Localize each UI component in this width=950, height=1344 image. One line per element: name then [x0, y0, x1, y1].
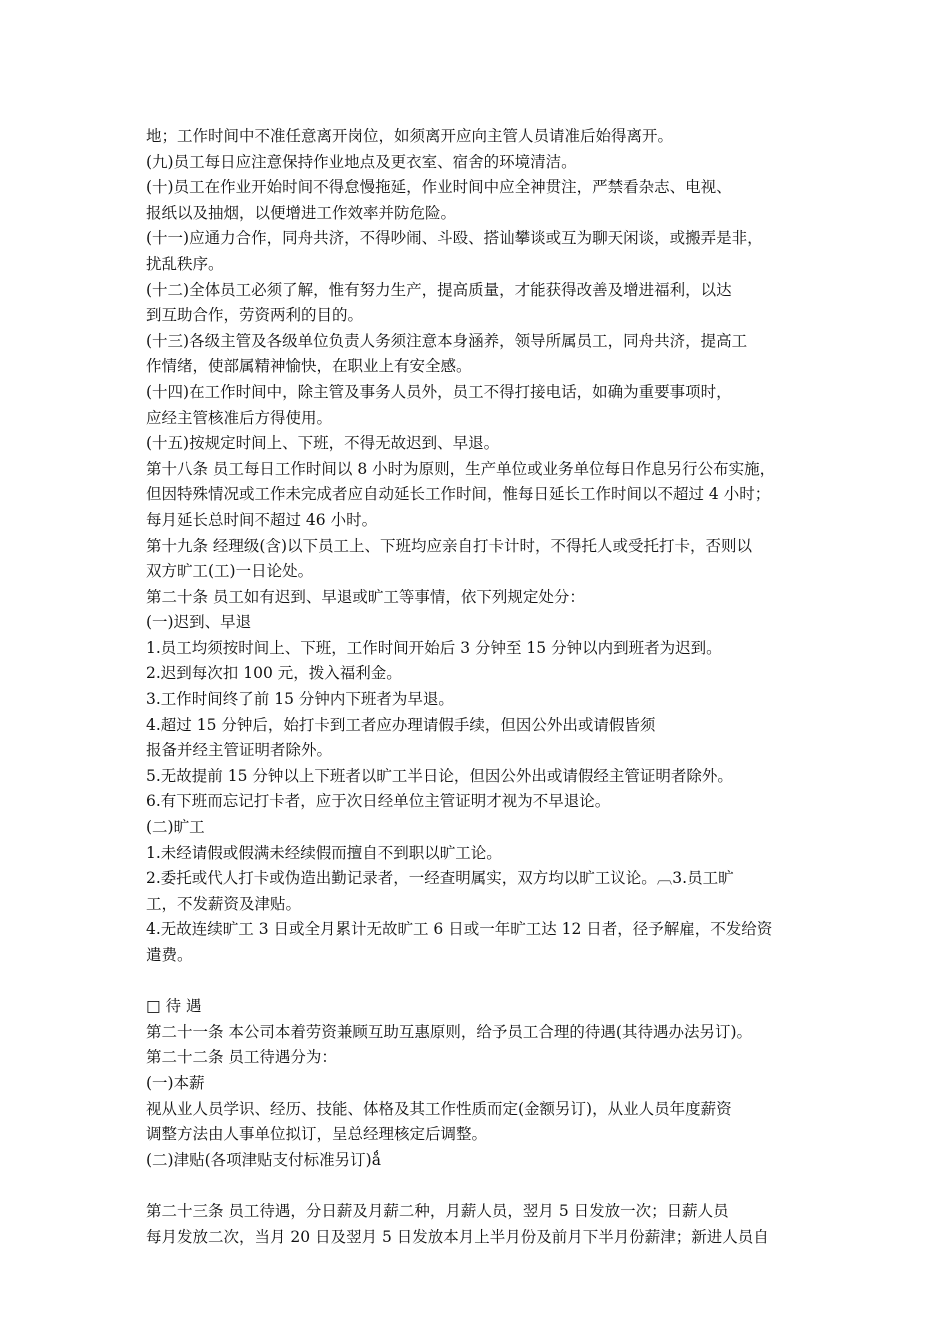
text-line: 4.超过 15 分钟后，始打卡到工者应办理请假手续，但因公外出或请假皆须: [146, 715, 656, 734]
text-line: (九)员工每日应注意保持作业地点及更衣室、宿舍的环境清洁。: [146, 152, 577, 171]
text-line: 第二十二条 员工待遇分为：: [146, 1048, 337, 1067]
text-line: 第十九条 经理级(含)以下员工上、下班均应亲自打卡计时，不得托人或受托打卡，否则以: [146, 536, 753, 555]
text-line: (十)员工在作业开始时间不得怠慢拖延，作业时间中应全神贯注，严禁看杂志、电视、: [146, 178, 732, 197]
text-line: 作情绪，使部属精神愉快，在职业上有安全感。: [146, 357, 472, 376]
text-line: (十二)全体员工必须了解，惟有努力生产，提高质量，才能获得改善及增进福利，以达: [146, 280, 732, 299]
paragraph-gap: [146, 969, 826, 995]
text-line: 6.有下班而忘记打卡者，应于次日经单位主管证明才视为不早退论。: [146, 792, 611, 811]
text-line: 2.委托或代人打卡或伪造出勤记录者，一经查明属实，双方均以旷工议论。︹3.员工旷: [146, 869, 734, 888]
text-line: 第二十三条 员工待遇，分日薪及月薪二种，月薪人员，翌月 5 日发放一次；日薪人员: [146, 1201, 729, 1220]
text-line: 第十八条 员工每日工作时间以 8 小时为原则，生产单位或业务单位每日作息另行公布实施，: [146, 459, 776, 478]
text-line: 遣费。: [146, 946, 193, 964]
section-attendance-rules: [146, 124, 826, 969]
text-line: 第二十条 员工如有迟到、早退或旷工等事情，依下列规定处分：: [146, 587, 585, 606]
text-line: (二)旷工: [146, 818, 205, 837]
text-line: (十四)在工作时间中，除主管及事务人员外，员工不得打接电话，如确为重要事项时，: [146, 382, 732, 401]
text-line: 2.迟到每次扣 100 元，拨入福利金。: [146, 664, 402, 683]
text-line: (十一)应通力合作，同舟共济，不得吵闹、斗殴、搭讪攀谈或互为聊天闲谈，或搬弄是非，: [146, 229, 763, 248]
text-line: 报纸以及抽烟，以便增进工作效率并防危险。: [146, 203, 457, 222]
text-line: 地；工作时间中不准任意离开岗位，如须离开应向主管人员请准后始得离开。: [146, 127, 674, 145]
section-pay-schedule: [146, 1199, 826, 1250]
text-line: 每月延长总时间不超过 46 小时。: [146, 510, 378, 529]
text-line: 报备并经主管证明者除外。: [146, 741, 333, 760]
paragraph-gap: [146, 1173, 826, 1199]
text-line: 3.工作时间终了前 15 分钟内下班者为早退。: [146, 690, 454, 709]
text-line: 扰乱秩序。: [146, 254, 224, 273]
text-line: (十三)各级主管及各级单位负责人务须注意本身涵养，领导所属员工，同舟共济，提高工: [146, 331, 748, 350]
text-line: 视从业人员学识、经历、技能、体格及其工作性质而定(金额另订)，从业人员年度薪资: [146, 1099, 732, 1118]
text-line: 1.未经请假或假满未经续假而擅自不到职以旷工论。: [146, 843, 502, 862]
text-line: 调整方法由人事单位拟订，呈总经理核定后调整。: [146, 1125, 488, 1144]
text-line: 双方旷工(工)一日论处。: [146, 562, 314, 581]
text-line: 1.员工均须按时间上、下班，工作时间开始后 3 分钟至 15 分钟以内到班者为迟到。: [146, 638, 722, 657]
text-line: □ 待 遇: [146, 997, 202, 1016]
text-line: 4.无故连续旷工 3 日或全月累计无故旷工 6 日或一年旷工达 12 日者，径予解雇，不发给资: [146, 920, 773, 939]
text-line: 工，不发薪资及津贴。: [146, 894, 302, 913]
text-line: (十五)按规定时间上、下班，不得无故迟到、早退。: [146, 434, 500, 453]
document-body: [146, 124, 826, 1250]
text-line: 到互助合作，劳资两利的目的。: [146, 306, 364, 325]
section-treatment: [146, 994, 826, 1173]
text-line: 但因特殊情况或工作未完成者应自动延长工作时间，惟每日延长工作时间以不超过 4 小时；: [146, 485, 771, 504]
text-line: (一)本薪: [146, 1073, 205, 1092]
text-line: 5.无故提前 15 分钟以上下班者以旷工半日论，但因公外出或请假经主管证明者除外。: [146, 766, 733, 785]
text-line: 应经主管核准后方得使用。: [146, 408, 333, 427]
text-line: 每月发放二次，当月 20 日及翌月 5 日发放本月上半月份及前月下半月份薪津；新进人员自: [146, 1227, 769, 1246]
text-line: 第二十一条 本公司本着劳资兼顾互助互惠原则，给予员工合理的待遇(其待遇办法另订)。: [146, 1022, 753, 1041]
text-line: (一)迟到、早退: [146, 613, 252, 632]
text-line: (二)津贴(各项津贴支付标准另订)ǻ: [146, 1150, 381, 1169]
